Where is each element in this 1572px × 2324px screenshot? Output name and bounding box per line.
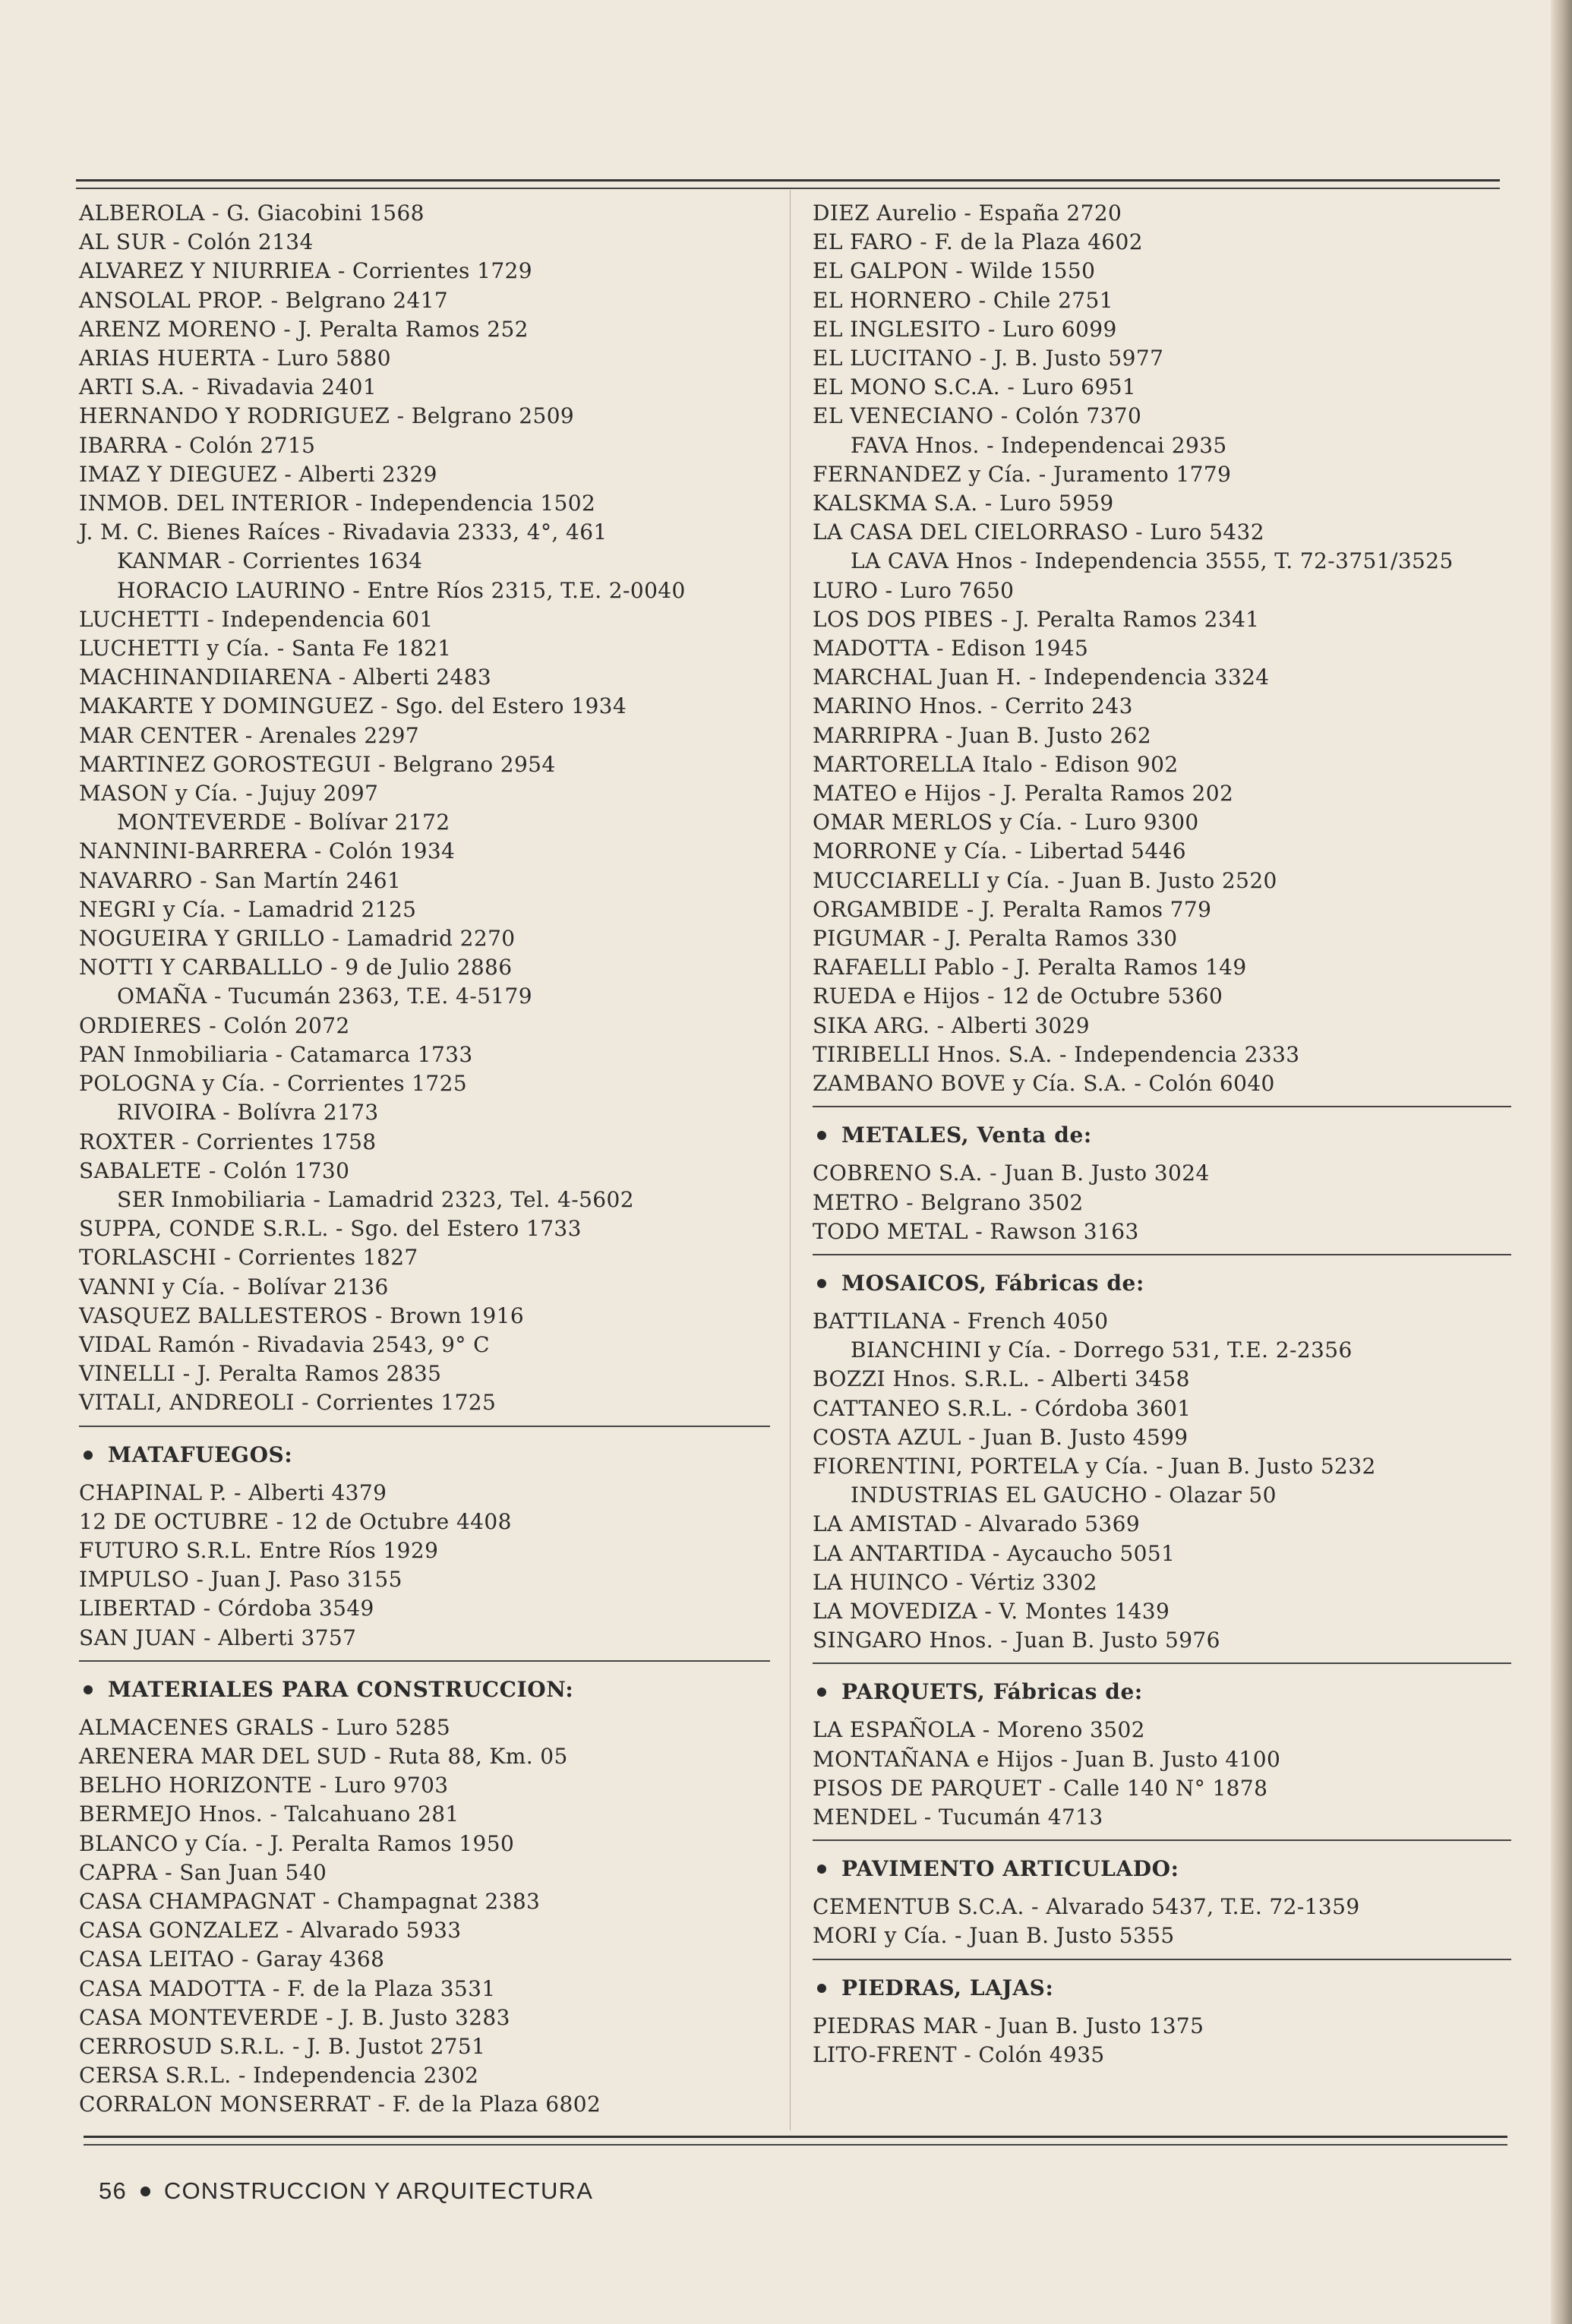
list-item: BATTILANA - French 4050 bbox=[813, 1308, 1109, 1334]
list-item: INMOB. DEL INTERIOR - Independencia 1502 bbox=[79, 491, 596, 516]
column-divider bbox=[790, 190, 791, 2130]
list-item: LUCHETTI y Cía. - Santa Fe 1821 bbox=[79, 636, 452, 662]
list-item: NANNINI-BARRERA - Colón 1934 bbox=[79, 838, 456, 864]
section-title: PIEDRAS, LAJAS: bbox=[841, 1975, 1054, 2000]
list-item: ARENZ MORENO - J. Peralta Ramos 252 bbox=[79, 316, 529, 342]
list-item: RAFAELLI Pablo - J. Peralta Ramos 149 bbox=[813, 955, 1247, 980]
bullet-icon bbox=[817, 1688, 826, 1697]
section-divider bbox=[813, 1959, 1511, 1960]
list-item: MACHINANDIIARENA - Alberti 2483 bbox=[79, 665, 492, 690]
section-mosaicos bbox=[813, 1254, 1511, 1655]
list-item: MARTINEZ GOROSTEGUI - Belgrano 2954 bbox=[79, 751, 556, 777]
list-item: VASQUEZ BALLESTEROS - Brown 1916 bbox=[79, 1303, 525, 1328]
list-item: MARINO Hnos. - Cerrito 243 bbox=[813, 693, 1133, 719]
bullet-icon bbox=[817, 1865, 826, 1874]
list-item: LA MOVEDIZA - V. Montes 1439 bbox=[813, 1598, 1170, 1624]
list-item: FIORENTINI, PORTELA y Cía. - Juan B. Justo 5232 bbox=[813, 1453, 1376, 1479]
list-item: CAPRA - San Juan 540 bbox=[79, 1859, 327, 1885]
list-item: VINELLI - J. Peralta Ramos 2835 bbox=[79, 1361, 442, 1387]
list-item: METRO - Belgrano 3502 bbox=[813, 1189, 1084, 1215]
list-item: HORACIO LAURINO - Entre Ríos 2315, T.E. 2-0040 bbox=[117, 577, 686, 603]
list-item: LA HUINCO - Vértiz 3302 bbox=[813, 1569, 1097, 1595]
section-divider bbox=[813, 1839, 1511, 1841]
list-item: EL MONO S.C.A. - Luro 6951 bbox=[813, 374, 1137, 400]
list-item: VITALI, ANDREOLI - Corrientes 1725 bbox=[79, 1390, 497, 1416]
list-item: MAKARTE Y DOMINGUEZ - Sgo. del Estero 1934 bbox=[79, 693, 627, 719]
section-heading bbox=[813, 1855, 1511, 1884]
list-item: RUEDA e Hijos - 12 de Octubre 5360 bbox=[813, 984, 1223, 1009]
list-item: MORI y Cía. - Juan B. Justo 5355 bbox=[813, 1923, 1175, 1949]
section-heading bbox=[813, 1121, 1511, 1150]
list-item: DIEZ Aurelio - España 2720 bbox=[813, 201, 1122, 226]
list-item: ALBEROLA - G. Giacobini 1568 bbox=[79, 201, 425, 226]
section-title: PARQUETS, Fábricas de: bbox=[841, 1679, 1143, 1705]
list-item: SINGARO Hnos. - Juan B. Justo 5976 bbox=[813, 1628, 1220, 1653]
list-item: LITO-FRENT - Colón 4935 bbox=[813, 2041, 1105, 2067]
list-item: EL LUCITANO - J. B. Justo 5977 bbox=[813, 346, 1164, 371]
list-item: ARTI S.A. - Rivadavia 2401 bbox=[79, 374, 377, 400]
list-item: IBARRA - Colón 2715 bbox=[79, 432, 316, 458]
list-item: CEMENTUB S.C.A. - Alvarado 5437, T.E. 72-1359 bbox=[813, 1894, 1360, 1920]
list-item: CASA GONZALEZ - Alvarado 5933 bbox=[79, 1918, 462, 1944]
list-item: IMPULSO - Juan J. Paso 3155 bbox=[79, 1567, 402, 1593]
list-item: BOZZI Hnos. S.R.L. - Alberti 3458 bbox=[813, 1366, 1190, 1392]
list-item: MARCHAL Juan H. - Independencia 3324 bbox=[813, 665, 1270, 690]
list-item: LA CASA DEL CIELORRASO - Luro 5432 bbox=[813, 519, 1264, 545]
list-item: MASON y Cía. - Jujuy 2097 bbox=[79, 781, 379, 807]
section-title: MOSAICOS, Fábricas de: bbox=[841, 1270, 1144, 1296]
bottom-double-rule bbox=[84, 2136, 1507, 2146]
list-item: SIKA ARG. - Alberti 3029 bbox=[813, 1012, 1091, 1038]
list-item: TIRIBELLI Hnos. S.A. - Independencia 2333 bbox=[813, 1041, 1300, 1067]
section-heading bbox=[813, 1678, 1511, 1707]
list-item: SUPPA, CONDE S.R.L. - Sgo. del Estero 1733 bbox=[79, 1216, 582, 1242]
list-item: NOTTI Y CARBALLLO - 9 de Julio 2886 bbox=[79, 955, 513, 980]
list-item: MARRIPRA - Juan B. Justo 262 bbox=[813, 722, 1152, 748]
section-divider bbox=[79, 1426, 770, 1427]
list-item: KALSKMA S.A. - Luro 5959 bbox=[813, 491, 1114, 516]
list-item: NEGRI y Cía. - Lamadrid 2125 bbox=[79, 896, 417, 922]
list-item: MATEO e Hijos - J. Peralta Ramos 202 bbox=[813, 781, 1234, 807]
section-pavimento bbox=[813, 1839, 1511, 1950]
list-item: ALMACENES GRALS - Luro 5285 bbox=[79, 1714, 451, 1740]
list-item: ROXTER - Corrientes 1758 bbox=[79, 1129, 377, 1154]
list-item: RIVOIRA - Bolívra 2173 bbox=[117, 1100, 379, 1126]
list-item: ORDIERES - Colón 2072 bbox=[79, 1012, 350, 1038]
list-item: MUCCIARELLI y Cía. - Juan B. Justo 2520 bbox=[813, 867, 1277, 893]
list-item: ALVAREZ Y NIURRIEA - Corrientes 1729 bbox=[79, 258, 532, 284]
list-item: NAVARRO - San Martín 2461 bbox=[79, 867, 402, 893]
list-item: EL GALPON - Wilde 1550 bbox=[813, 258, 1096, 284]
list-item: HERNANDO Y RODRIGUEZ - Belgrano 2509 bbox=[79, 403, 575, 429]
list-item: INDUSTRIAS EL GAUCHO - Olazar 50 bbox=[851, 1482, 1277, 1508]
list-item: CORRALON MONSERRAT - F. de la Plaza 6802 bbox=[79, 2092, 601, 2117]
list-item: CASA MONTEVERDE - J. B. Justo 3283 bbox=[79, 2004, 510, 2030]
list-item: COBRENO S.A. - Juan B. Justo 3024 bbox=[813, 1160, 1210, 1186]
list-item: OMAR MERLOS y Cía. - Luro 9300 bbox=[813, 810, 1199, 835]
list-item: ZAMBANO BOVE y Cía. S.A. - Colón 6040 bbox=[813, 1071, 1275, 1097]
list-item: MARTORELLA Italo - Edison 902 bbox=[813, 751, 1179, 777]
section-materiales bbox=[79, 1660, 770, 2120]
list-item: LA CAVA Hnos - Independencia 3555, T. 72-3751/3525 bbox=[851, 548, 1454, 574]
list-item: POLOGNA y Cía. - Corrientes 1725 bbox=[79, 1071, 468, 1097]
list-item: BLANCO y Cía. - J. Peralta Ramos 1950 bbox=[79, 1830, 515, 1856]
list-item: ANSOLAL PROP. - Belgrano 2417 bbox=[79, 287, 449, 313]
page-edge-shadow bbox=[1551, 0, 1572, 2324]
list-item: ARENERA MAR DEL SUD - Ruta 88, Km. 05 bbox=[79, 1743, 568, 1769]
list-item: PAN Inmobiliaria - Catamarca 1733 bbox=[79, 1041, 473, 1067]
list-item: BERMEJO Hnos. - Talcahuano 281 bbox=[79, 1801, 459, 1827]
list-item: TORLASCHI - Corrientes 1827 bbox=[79, 1245, 418, 1271]
bullet-icon bbox=[817, 1984, 826, 1993]
list-item: CERSA S.R.L. - Independencia 2302 bbox=[79, 2063, 479, 2089]
list-item: KANMAR - Corrientes 1634 bbox=[117, 548, 423, 574]
list-item: LUCHETTI - Independencia 601 bbox=[79, 606, 434, 632]
list-item: LIBERTAD - Córdoba 3549 bbox=[79, 1596, 374, 1621]
list-item: IMAZ Y DIEGUEZ - Alberti 2329 bbox=[79, 461, 437, 487]
list-item: SAN JUAN - Alberti 3757 bbox=[79, 1625, 357, 1650]
section-heading bbox=[79, 1441, 770, 1470]
right-column bbox=[813, 199, 1511, 2070]
list-item: NOGUEIRA Y GRILLO - Lamadrid 2270 bbox=[79, 926, 516, 952]
section-title: METALES, Venta de: bbox=[841, 1123, 1092, 1148]
page-footer bbox=[99, 2177, 593, 2205]
section-metales bbox=[813, 1106, 1511, 1246]
list-item: PIGUMAR - J. Peralta Ramos 330 bbox=[813, 926, 1178, 952]
list-item: MAR CENTER - Arenales 2297 bbox=[79, 722, 420, 748]
list-item: VIDAL Ramón - Rivadavia 2543, 9° C bbox=[79, 1331, 490, 1357]
list-item: CERROSUD S.R.L. - J. B. Justot 2751 bbox=[79, 2033, 486, 2059]
section-divider bbox=[813, 1106, 1511, 1107]
list-item: PISOS DE PARQUET - Calle 140 N° 1878 bbox=[813, 1775, 1268, 1801]
section-piedras bbox=[813, 1959, 1511, 2070]
list-item: BIANCHINI y Cía. - Dorrego 531, T.E. 2-2356 bbox=[851, 1337, 1353, 1363]
list-item: MONTEVERDE - Bolívar 2172 bbox=[117, 810, 450, 835]
bullet-icon bbox=[84, 1451, 93, 1460]
page-number: 56 bbox=[99, 2177, 127, 2204]
section-divider bbox=[813, 1662, 1511, 1664]
section-divider bbox=[813, 1254, 1511, 1255]
list-item: ARIAS HUERTA - Luro 5880 bbox=[79, 346, 391, 371]
list-item: MADOTTA - Edison 1945 bbox=[813, 636, 1089, 662]
list-item: FERNANDEZ y Cía. - Juramento 1779 bbox=[813, 461, 1232, 487]
list-item: CASA LEITAO - Garay 4368 bbox=[79, 1947, 385, 1972]
list-item: CATTANEO S.R.L. - Córdoba 3601 bbox=[813, 1395, 1192, 1421]
list-item: EL VENECIANO - Colón 7370 bbox=[813, 403, 1142, 429]
list-item: TODO METAL - Rawson 3163 bbox=[813, 1218, 1139, 1244]
list-item: EL HORNERO - Chile 2751 bbox=[813, 287, 1113, 313]
bullet-icon bbox=[817, 1131, 826, 1140]
section-title: MATAFUEGOS: bbox=[108, 1441, 293, 1467]
section-heading bbox=[813, 1974, 1511, 2003]
section-title: PAVIMENTO ARTICULADO: bbox=[841, 1856, 1179, 1882]
list-item: VANNI y Cía. - Bolívar 2136 bbox=[79, 1274, 389, 1299]
publication-title: CONSTRUCCION Y ARQUITECTURA bbox=[163, 2177, 594, 2204]
top-double-rule bbox=[76, 179, 1500, 189]
list-item: LURO - Luro 7650 bbox=[813, 577, 1015, 603]
section-divider bbox=[79, 1660, 770, 1662]
list-item: MORRONE y Cía. - Libertad 5446 bbox=[813, 838, 1186, 864]
left-column bbox=[79, 199, 770, 2120]
list-item: OMAÑA - Tucumán 2363, T.E. 4-5179 bbox=[117, 984, 532, 1009]
section-title: MATERIALES PARA CONSTRUCCION: bbox=[108, 1676, 574, 1702]
list-item: CASA MADOTTA - F. de la Plaza 3531 bbox=[79, 1975, 496, 2001]
section-matafuegos bbox=[79, 1426, 770, 1653]
list-item: CHAPINAL P. - Alberti 4379 bbox=[79, 1479, 387, 1505]
list-item: LA ESPAÑOLA - Moreno 3502 bbox=[813, 1717, 1145, 1743]
list-item: LA ANTARTIDA - Aycaucho 5051 bbox=[813, 1540, 1176, 1566]
list-item: FAVA Hnos. - Independencai 2935 bbox=[851, 432, 1227, 458]
bullet-icon bbox=[84, 1685, 93, 1694]
list-item: J. M. C. Bienes Raíces - Rivadavia 2333, 4°, 461 bbox=[79, 519, 608, 545]
right-entries bbox=[813, 199, 1511, 1098]
list-item: COSTA AZUL - Juan B. Justo 4599 bbox=[813, 1424, 1188, 1450]
list-item: 12 DE OCTUBRE - 12 de Octubre 4408 bbox=[79, 1508, 512, 1534]
list-item: EL INGLESITO - Luro 6099 bbox=[813, 316, 1117, 342]
section-heading bbox=[79, 1675, 770, 1704]
list-item: MONTAÑANA e Hijos - Juan B. Justo 4100 bbox=[813, 1746, 1281, 1772]
list-item: AL SUR - Colón 2134 bbox=[79, 229, 314, 255]
list-item: LA AMISTAD - Alvarado 5369 bbox=[813, 1511, 1141, 1537]
list-item: MENDEL - Tucumán 4713 bbox=[813, 1804, 1103, 1830]
list-item: CASA CHAMPAGNAT - Champagnat 2383 bbox=[79, 1888, 541, 1914]
list-item: BELHO HORIZONTE - Luro 9703 bbox=[79, 1773, 449, 1798]
bullet-icon bbox=[140, 2187, 150, 2196]
section-heading bbox=[813, 1269, 1511, 1298]
list-item: FUTURO S.R.L. Entre Ríos 1929 bbox=[79, 1537, 439, 1563]
list-item: PIEDRAS MAR - Juan B. Justo 1375 bbox=[813, 2013, 1204, 2038]
list-item: SER Inmobiliaria - Lamadrid 2323, Tel. 4-5602 bbox=[117, 1186, 634, 1212]
list-item: EL FARO - F. de la Plaza 4602 bbox=[813, 229, 1143, 255]
list-item: SABALETE - Colón 1730 bbox=[79, 1157, 350, 1183]
list-item: LOS DOS PIBES - J. Peralta Ramos 2341 bbox=[813, 606, 1260, 632]
left-entries bbox=[79, 199, 770, 1418]
list-item: ORGAMBIDE - J. Peralta Ramos 779 bbox=[813, 896, 1212, 922]
bullet-icon bbox=[817, 1279, 826, 1288]
section-parquets bbox=[813, 1662, 1511, 1832]
